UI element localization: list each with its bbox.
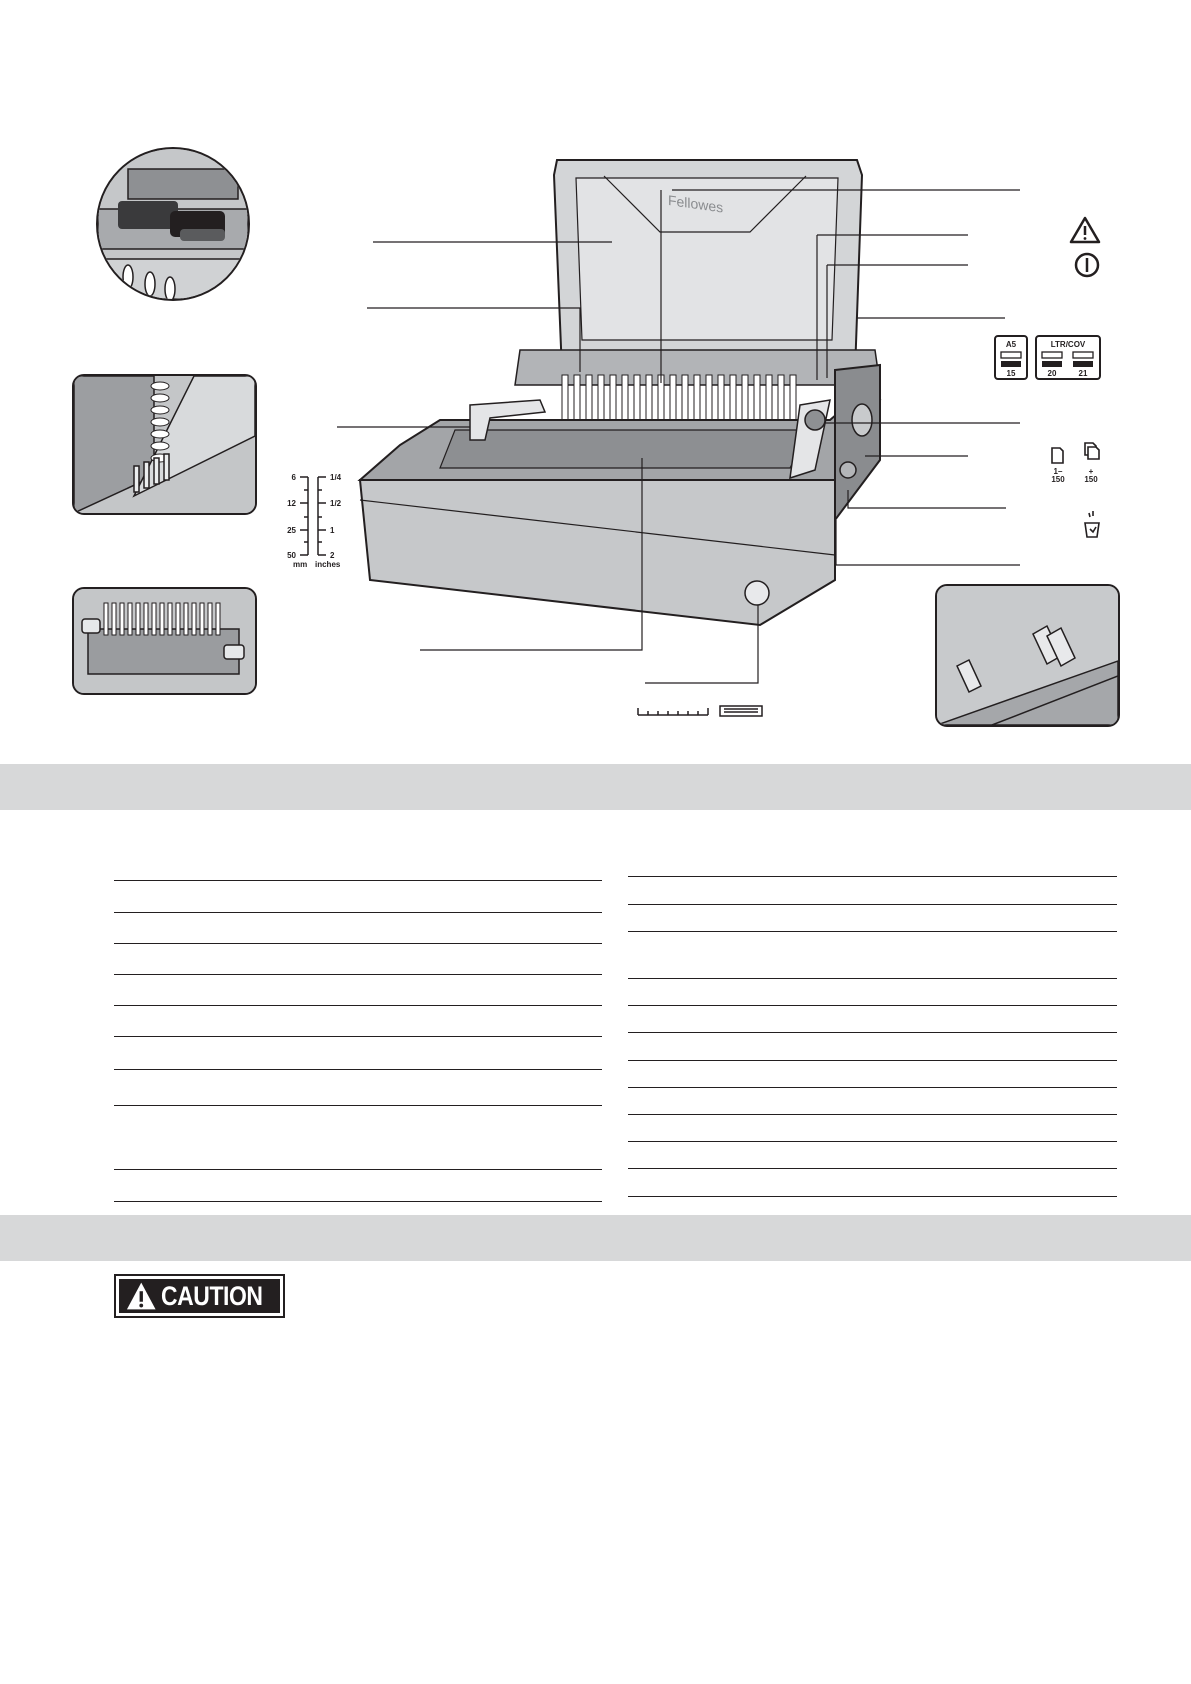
- list-rule: [114, 943, 602, 944]
- scale-mm-1: 6: [291, 473, 296, 482]
- scale-in-4: 2: [330, 551, 335, 560]
- brand-logo: Fellowes: [668, 191, 724, 216]
- list-rule: [628, 904, 1117, 905]
- list-rule: [628, 1060, 1117, 1061]
- list-rule: [628, 1114, 1117, 1115]
- scale-in-1: 1/4: [330, 473, 342, 482]
- caution-text: CAUTION: [160, 1280, 263, 1311]
- paper-ltr-label: LTR/COV: [1050, 340, 1086, 349]
- paper-ltr-value-2: 21: [1078, 369, 1088, 378]
- list-rule: [628, 1196, 1117, 1197]
- scale-mm-3: 25: [287, 526, 296, 535]
- list-rule: [628, 1141, 1117, 1142]
- sheet-count-multi-1: +: [1088, 467, 1094, 476]
- scale-in-3: 1: [330, 526, 335, 535]
- scale-mm-unit: mm: [293, 560, 308, 569]
- list-rule: [628, 1087, 1117, 1088]
- list-rule: [628, 978, 1117, 979]
- section-header-band-1: [0, 764, 1191, 810]
- scale-inch-unit: inches: [315, 560, 341, 569]
- paper-a5-label: A5: [1005, 340, 1017, 349]
- capacity-scale: [300, 477, 326, 555]
- paper-a5-value: 15: [1006, 369, 1016, 378]
- binding-machine-diagram: [0, 0, 1191, 740]
- list-rule: [628, 876, 1117, 877]
- sheet-count-icon: [1052, 443, 1099, 463]
- list-rule: [628, 1032, 1117, 1033]
- list-rule: [114, 1005, 602, 1006]
- list-rule: [628, 931, 1117, 932]
- list-rule: [628, 1168, 1117, 1169]
- list-rule: [114, 1169, 602, 1170]
- waste-bin-icon: [1085, 511, 1099, 537]
- section-header-band-2: [0, 1215, 1191, 1261]
- sheet-count-multi-2: 150: [1084, 475, 1098, 484]
- ruler-icon: [638, 706, 762, 716]
- caution-label: [114, 1274, 285, 1318]
- front-knob: [745, 581, 769, 605]
- list-rule: [114, 1036, 602, 1037]
- list-rule: [114, 912, 602, 913]
- scale-mm-4: 50: [287, 551, 296, 560]
- sheet-count-single-2: 150: [1051, 475, 1065, 484]
- sheet-count-single-1: 1–: [1053, 467, 1063, 476]
- list-rule: [114, 1105, 602, 1106]
- list-rule: [114, 880, 602, 881]
- scale-in-2: 1/2: [330, 499, 342, 508]
- scale-mm-2: 12: [287, 499, 296, 508]
- list-rule: [114, 1201, 602, 1202]
- list-rule: [114, 1069, 602, 1070]
- paper-ltr-value-1: 20: [1047, 369, 1057, 378]
- warning-icon: [1071, 218, 1099, 242]
- caution-warning-icon: [125, 1280, 158, 1312]
- list-rule: [628, 1005, 1117, 1006]
- list-rule: [114, 974, 602, 975]
- power-icon: [1076, 254, 1098, 276]
